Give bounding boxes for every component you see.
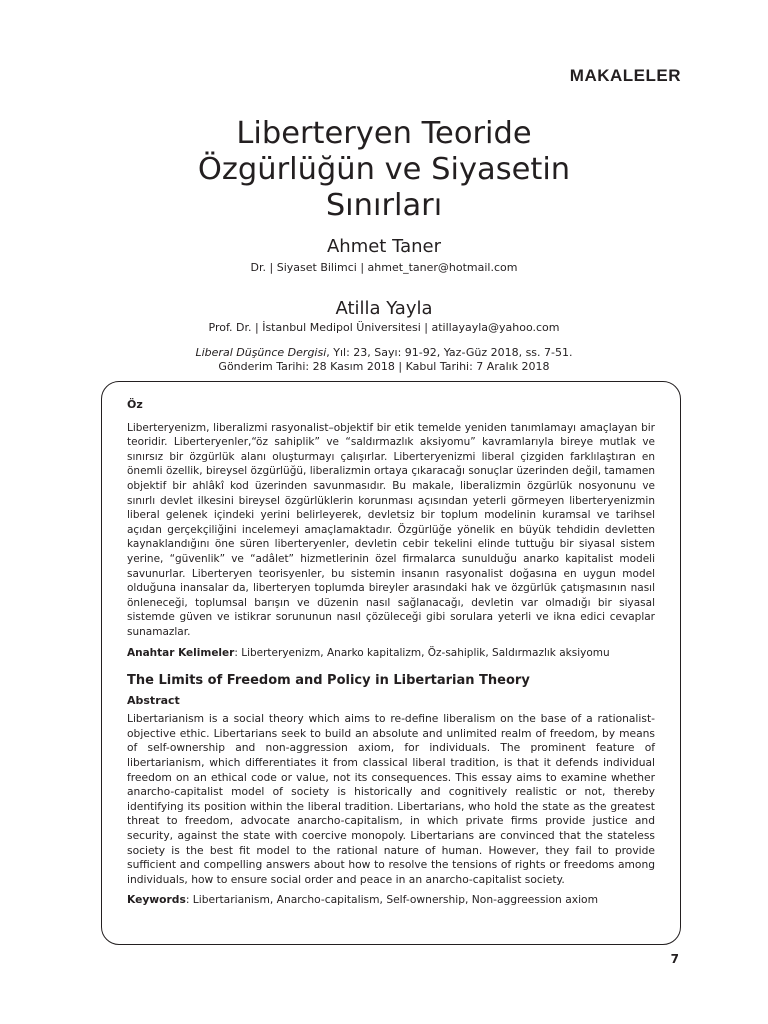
keywords-en-label: Keywords — [127, 893, 186, 907]
section-label: MAKALELER — [569, 66, 681, 85]
title-line: Özgürlüğün ve Siyasetin — [197, 152, 571, 187]
journal-name: Liberal Düşünce Dergisi — [195, 346, 327, 359]
article-title — [0, 116, 768, 224]
journal-citation — [0, 346, 768, 360]
title-line: Liberteryen Teoride — [236, 116, 532, 151]
abstract-content — [127, 398, 655, 908]
keywords-tr-label: Anahtar Kelimeler — [127, 646, 235, 659]
author-affiliation: Dr. | Siyaset Bilimci | ahmet_taner@hotmail.com — [250, 261, 518, 274]
keywords-tr-list: : Liberteryenizm, Anarko kapitalizm, Öz-sahiplik, Saldırmazlık aksiyomu — [234, 646, 610, 659]
abstract-en-heading: Abstract — [127, 693, 180, 707]
author-name: Ahmet Taner — [326, 236, 442, 257]
journal-details: , Yıl: 23, Sayı: 91-92, Yaz-Güz 2018, ss. 7-51. — [326, 346, 573, 359]
journal-info — [0, 346, 768, 374]
title-line: Sınırları — [325, 188, 443, 223]
keywords-en — [127, 893, 655, 908]
abstract-tr-heading: Öz — [127, 398, 143, 411]
english-title: The Limits of Freedom and Policy in Libertarian Theory — [127, 673, 530, 689]
abstract-tr-text: Liberteryenizm, liberalizmi rasyonalist–objektif bir etik temelde yeniden tanımlamayı amaçlayan bir teoridir. Liberteryenler,“öz sahiplik” ve “saldırmazlık aksiyomu” kavramlarıyla bireye mutlak ve sınırsız bir özgürlük alanı oluşturmayı çalışırlar. Liberteryenizmi liberal çizgiden farklılaştıran en önemli özellik, bireysel özgürlüğü, liberalizmin ortaya çıkaracağı sonuçlar üzerinden değil, tamamen objektif bir ahlâkî kod üzerinden savunmasıdır. Bu makale, liberalizmin özgürlük nosyonunu ve sınırlı devlet ilkesini bireysel özgürlüklerin korunması açısından yeterli görmeyen liberteryenizmin liberal gelenek içindeki yerini belirleyerek, devletsiz bir toplum modelinin kuramsal ve tarihsel açıdan gerçekçiliğini incelemeyi amaçlamaktadır. Özgürlüğe yönelik en büyük tehdidin devletten kaynaklandığını öne süren liberteryenler, devletin cebir tekelini elinde tuttuğu bir siyasal sistem yerine, “güvenlik” ve “adâlet” hizmetlerinin özel firmalarca sunulduğu anarko kapitalist modeli savunurlar. Liberteryen teorisyenler, bu sistemin insanın rasyonalist doğasına en uygun model olduğuna inansalar da, liberteryen toplumda bireyler arasındaki hak ve özgürlük çatışmasının nasıl önleneceği, toplumsal barışın ve düzenin nasıl sağlanacağı, devletin var olmadığı bir siyasal sistemde güven ve istikrar sorununun nasıl çözüleceği gibi sorulara yeterli ve ikna edici cevaplar sunamazlar. — [127, 421, 655, 638]
author-affiliation: Prof. Dr. | İstanbul Medipol Üniversitesi | atillayayla@yahoo.com — [208, 321, 560, 334]
page-number: 7 — [670, 952, 679, 966]
submission-dates: Gönderim Tarihi: 28 Kasım 2018 | Kabul Tarihi: 7 Aralık 2018 — [218, 360, 550, 373]
author-name: Atilla Yayla — [335, 298, 433, 319]
keywords-tr — [127, 646, 655, 661]
keywords-en-list: : Libertarianism, Anarcho-capitalism, Self-ownership, Non-aggreession axiom — [185, 893, 598, 907]
abstract-en-text: Libertarianism is a social theory which aims to re-define liberalism on the base of a rationalist-objective ethic. Libertarians seek to build an absolute and unlimited realm of freedom, by means of self-ownership and non-aggression axiom, for individuals. The prominent feature of libertarianism, which differentiates it from classical liberal tradition, is that it defends individual freedom on an ethical code or value, not its consequences. This essay aims to examine whether anarcho-capitalist model of society is historically and cognitively realistic or not, thereby identifying its position within the liberal tradition. Libertarians, who hold the state as the greatest threat to freedom, advocate anarcho-capitalism, in which private firms provide justice and security, against the state with coercive monopoly. Libertarians are convinced that the stateless society is the best fit model to the rational nature of human. However, they fail to provide sufficient and compelling answers about how to resolve the tensions of rights or freedoms among individuals, how to ensure social order and peace in an anarcho-capitalist society. — [127, 712, 655, 886]
